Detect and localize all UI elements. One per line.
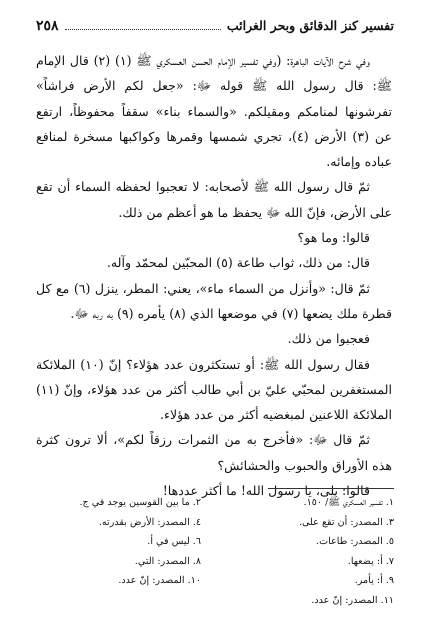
paragraph: ثمّ قال رسول الله ﷺ لأصحابه: لا تعجبوا لحفظه السماء أن تقع على الأرض، فإنّ الله ﷻ يحفظ ما هو أعظم من ذلك.: [36, 179, 392, 220]
running-title: تفسير كنز الدقائق وبحر الغرائب: [226, 18, 394, 33]
footnote: ٥. المصدر: طاعات.: [316, 536, 394, 548]
running-header: [36, 18, 394, 36]
footnote: ٨. المصدر: التي.: [134, 555, 201, 567]
footnote: ٦. ليس في أ.: [147, 536, 201, 548]
footnote: ١. تفسير العسكري ﷺ/ ١٥٠.: [303, 497, 394, 508]
footnotes: [30, 493, 394, 611]
page-number: ٢٥٨: [36, 18, 59, 34]
paragraph: فعجبوا من ذلك.: [287, 331, 370, 347]
footnote: ١٠. المصدر: إنّ عدد.: [118, 575, 201, 587]
footnote: ٢. ما بين القوسين يوجد في ج.: [79, 497, 201, 508]
footnote-separator: [268, 488, 394, 489]
paragraph: قالوا: وما هو؟: [297, 230, 370, 246]
footnote: ١١. المصدر: إنّ عدد.: [311, 594, 394, 606]
paragraph: قال: من ذلك، ثواب طاعة (٥) المحبّين لمحمّد وآله.: [106, 255, 370, 271]
header-leader-dots: [65, 19, 221, 30]
main-text: [36, 48, 392, 503]
paragraph: قالوا: بلى، يا رسول الله! ما أكثر عددها!: [162, 483, 370, 499]
footnote: ٤. المصدر: الأرض بقدرته.: [98, 516, 201, 528]
paragraph: ثمّ قال ﷻ: «فأخرج به من الثمرات رزقاً لكم»، ألا ترون كثرة هذه الأوراق والحبوب والحشائش؟: [36, 432, 392, 473]
paragraph: فقال رسول الله ﷺ: أو تستكثرون عدد هؤلاء؟ إنّ (١٠) الملائكة المستغفرين لمحبّي عليّ بن أبي طالب أكثر من عدد هؤلاء، وإنّ (١١) الملائكة اللاعنين لمبغضيه أكثر من عدد هؤلاء.: [36, 356, 392, 423]
footnote: ٧. أ: يضعها.: [347, 555, 394, 567]
paragraph: وفي شرح الآيات الباهرة: (وفي تفسير الإمام الحسن العسكري ﷺ (١) (٢) قال الإمام ﷺ: قال رسول الله ﷺ قوله ﷻ: «جعل لكم الأرض فراشاً» تفرشونها لمنامكم ومقيلكم. «والسماء بناء» سقفاً محفوظاً، ارتفع عن (٣) الأرض (٤)، تجري شمسها وقمرها وكواكبها مسخرة لمنافع عباده وإمائه.: [36, 53, 392, 170]
footnote: ٣. المصدر: أن تقع على.: [298, 516, 394, 528]
paragraph: ثمّ قال: «وأنزل من السماء ماء»، يعني: المطر، ينزل (٦) مع كل قطرة ملك يضعها (٧) في موضعها الذي (٨) يأمره (٩) به ربه ﷻ.: [36, 280, 392, 321]
footnote: ٩. أ: يأمر.: [354, 575, 394, 587]
